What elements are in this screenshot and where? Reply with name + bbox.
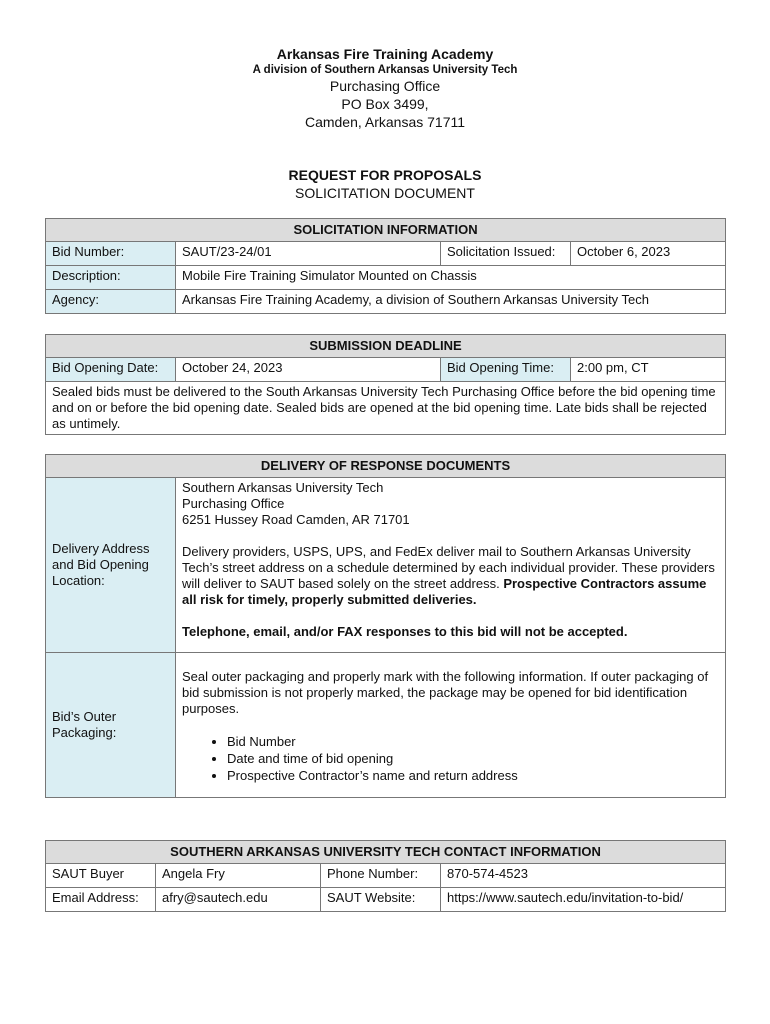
address-line: Purchasing Office bbox=[182, 496, 285, 511]
email-label: Email Address: bbox=[46, 888, 156, 912]
list-item: • Prospective Contractor’s name and return address bbox=[227, 767, 719, 784]
section-heading: DELIVERY OF RESPONSE DOCUMENTS bbox=[46, 455, 726, 478]
city-line: Camden, Arkansas 71711 bbox=[304, 114, 466, 130]
contact-table bbox=[45, 840, 726, 912]
address-line: Southern Arkansas University Tech bbox=[182, 480, 384, 495]
title-sub: SOLICITATION DOCUMENT bbox=[295, 185, 475, 201]
section-heading: SUBMISSION DEADLINE bbox=[46, 335, 726, 358]
phone-label: Phone Number: bbox=[321, 864, 441, 888]
list-item: • Bid Number bbox=[227, 733, 719, 750]
opening-time-value: 2:00 pm, CT bbox=[571, 358, 726, 382]
email-link[interactable]: afry@sautech.edu bbox=[156, 888, 321, 912]
office-name: Purchasing Office bbox=[329, 78, 441, 94]
deadline-note: Sealed bids must be delivered to the South Arkansas University Tech Purchasing Office before the bid opening time and on or before the bid opening date. Sealed bids are opened at the bid opening time. Late bids shall be rejected as untimely. bbox=[46, 382, 726, 435]
packaging-cell bbox=[176, 653, 726, 798]
document-title bbox=[0, 166, 770, 202]
document-header bbox=[0, 46, 770, 131]
title-main: REQUEST FOR PROPOSALS bbox=[288, 167, 482, 183]
opening-time-label: Bid Opening Time: bbox=[441, 358, 571, 382]
list-item: • Date and time of bid opening bbox=[227, 750, 719, 767]
opening-date-label: Bid Opening Date: bbox=[46, 358, 176, 382]
buyer-value: Angela Fry bbox=[156, 864, 321, 888]
issued-value: October 6, 2023 bbox=[571, 242, 726, 266]
website-label: SAUT Website: bbox=[321, 888, 441, 912]
agency-value: Arkansas Fire Training Academy, a division of Southern Arkansas University Tech bbox=[176, 290, 726, 314]
buyer-label: SAUT Buyer bbox=[46, 864, 156, 888]
phone-value: 870-574-4523 bbox=[441, 864, 726, 888]
org-name: Arkansas Fire Training Academy bbox=[276, 46, 494, 62]
division-name: A division of Southern Arkansas University Tech bbox=[252, 64, 518, 76]
section-heading: SOLICITATION INFORMATION bbox=[46, 219, 726, 242]
deadline-table bbox=[45, 334, 726, 435]
website-link[interactable]: https://www.sautech.edu/invitation-to-bid/ bbox=[441, 888, 726, 912]
providers-paragraph bbox=[182, 544, 719, 608]
providers-text: Delivery providers, USPS, UPS, and FedEx deliver mail to Southern Arkansas University Tech’s street address on a schedule determined by each individual provider. These providers will deliver to SAUT based solely on the street address. bbox=[182, 544, 715, 591]
address-line: 6251 Hussey Road Camden, AR 71701 bbox=[182, 512, 410, 527]
packaging-text: Seal outer packaging and properly mark with the following information. If outer packaging of bid submission is not properly marked, the package may be opened for bid identification purposes. bbox=[182, 669, 709, 716]
packaging-label: Bid’s Outer Packaging: bbox=[46, 653, 176, 798]
providers-bold-text: Prospective Contractors assume all risk for timely, properly submitted deliveries. bbox=[182, 576, 707, 607]
solicitation-table bbox=[45, 218, 726, 314]
delivery-address-cell bbox=[176, 478, 726, 653]
bid-number-value: SAUT/23-24/01 bbox=[176, 242, 441, 266]
agency-label: Agency: bbox=[46, 290, 176, 314]
issued-label: Solicitation Issued: bbox=[441, 242, 571, 266]
description-value: Mobile Fire Training Simulator Mounted on Chassis bbox=[176, 266, 726, 290]
delivery-table bbox=[45, 454, 726, 798]
delivery-address-label: Delivery Address and Bid Opening Location: bbox=[46, 478, 176, 653]
po-box: PO Box 3499, bbox=[341, 96, 429, 112]
packaging-list bbox=[182, 733, 719, 784]
description-label: Description: bbox=[46, 266, 176, 290]
section-heading: SOUTHERN ARKANSAS UNIVERSITY TECH CONTACT INFORMATION bbox=[46, 841, 726, 864]
opening-date-value: October 24, 2023 bbox=[176, 358, 441, 382]
bid-number-label: Bid Number: bbox=[46, 242, 176, 266]
no-phone-notice: Telephone, email, and/or FAX responses to this bid will not be accepted. bbox=[182, 624, 628, 639]
